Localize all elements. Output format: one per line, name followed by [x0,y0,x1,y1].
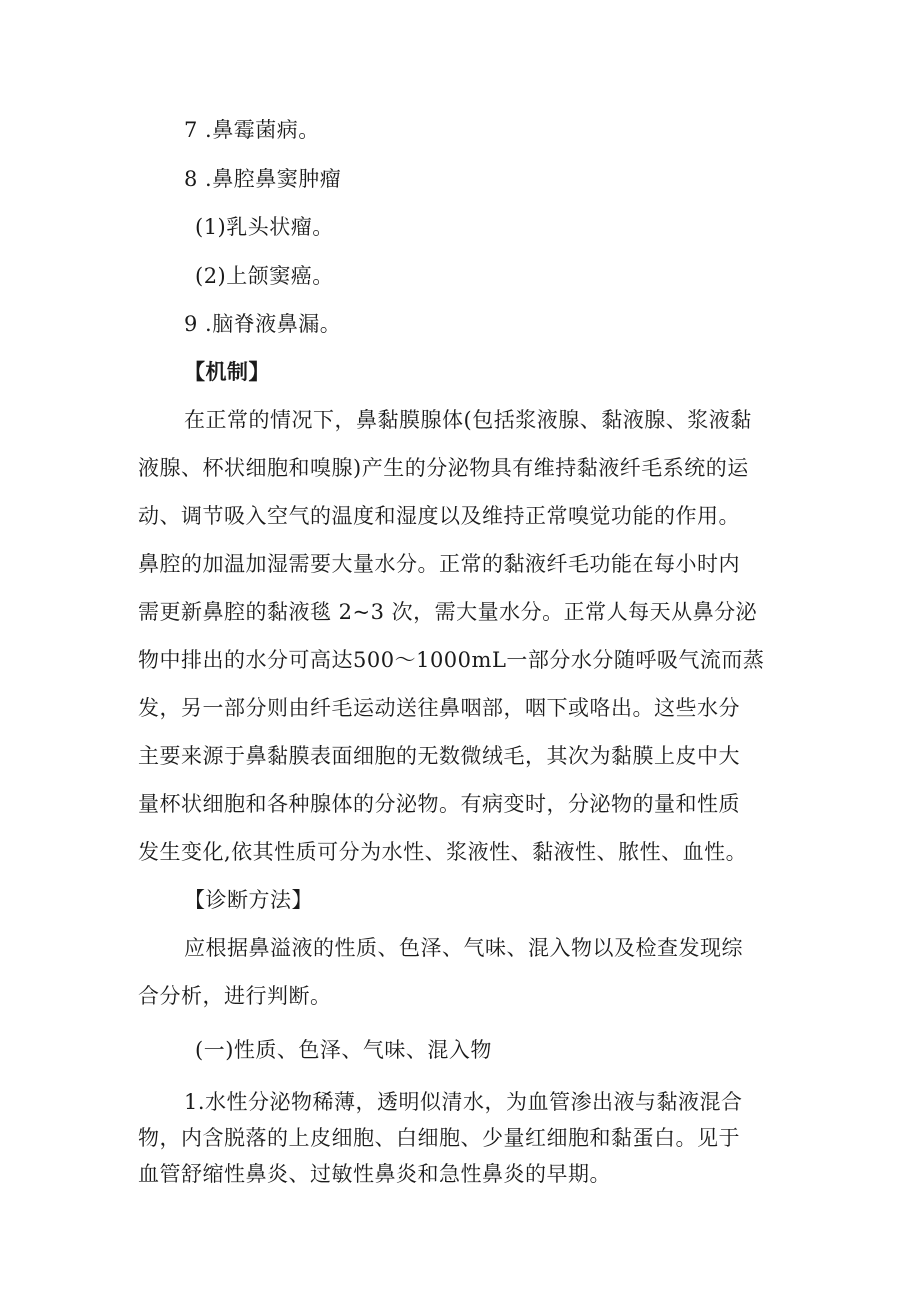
diagnosis-subheading: (一)性质、色泽、气味、混入物 [195,1038,492,1062]
diagnosis-line: 合分析，进行判断。 [138,984,332,1008]
mechanism-line: 量杯状细胞和各种腺体的分泌物。有病变时，分泌物的量和性质 [138,792,740,816]
mechanism-line: 液腺、杯状细胞和嗅腺)产生的分泌物具有维持黏液纤毛系统的运 [138,456,749,480]
diagnosis-line: 应根据鼻溢液的性质、色泽、气味、混入物以及检查发现综 [184,936,743,960]
mechanism-line: 动、调节吸入空气的温度和湿度以及维持正常嗅觉功能的作用。 [138,504,740,528]
mechanism-line: 发，另一部分则由纤毛运动送往鼻咽部，咽下或咯出。这些水分 [138,696,740,720]
list-item-7: 7 .鼻霉菌病。 [184,118,320,142]
list-subitem-2: (2)上颌窦癌。 [195,264,334,288]
diagnosis-item1-line: 血管舒缩性鼻炎、过敏性鼻炎和急性鼻炎的早期。 [138,1162,611,1186]
list-item-9: 9 .脑脊液鼻漏。 [184,312,342,336]
mechanism-line: 发生变化,依其性质可分为水性、浆液性、黏液性、脓性、血性。 [138,840,748,864]
mechanism-line: 在正常的情况下，鼻黏膜腺体(包括浆液腺、黏液腺、浆液黏 [184,408,752,432]
diagnosis-item1-line: 1.水性分泌物稀薄，透明似清水，为血管渗出液与黏液混合 [184,1090,743,1114]
diagnosis-heading: 【诊断方法】 [184,888,313,912]
diagnosis-item1-line: 物，内含脱落的上皮细胞、白细胞、少量红细胞和黏蛋白。见于 [138,1126,740,1150]
list-subitem-1: (1)乳头状瘤。 [195,215,334,239]
mechanism-line: 鼻腔的加温加湿需要大量水分。正常的黏液纤毛功能在每小时内 [138,552,740,576]
mechanism-line: 物中排出的水分可高达500～1000mL一部分水分随呼吸气流而蒸 [138,648,765,672]
list-item-8: 8 .鼻腔鼻窦肿瘤 [184,167,342,191]
mechanism-heading: 【机制】 [184,359,270,384]
mechanism-line: 需更新鼻腔的黏液毯 2~3 次，需大量水分。正常人每天从鼻分泌 [138,600,758,624]
mechanism-line: 主要来源于鼻黏膜表面细胞的无数微绒毛，其次为黏膜上皮中大 [138,744,740,768]
